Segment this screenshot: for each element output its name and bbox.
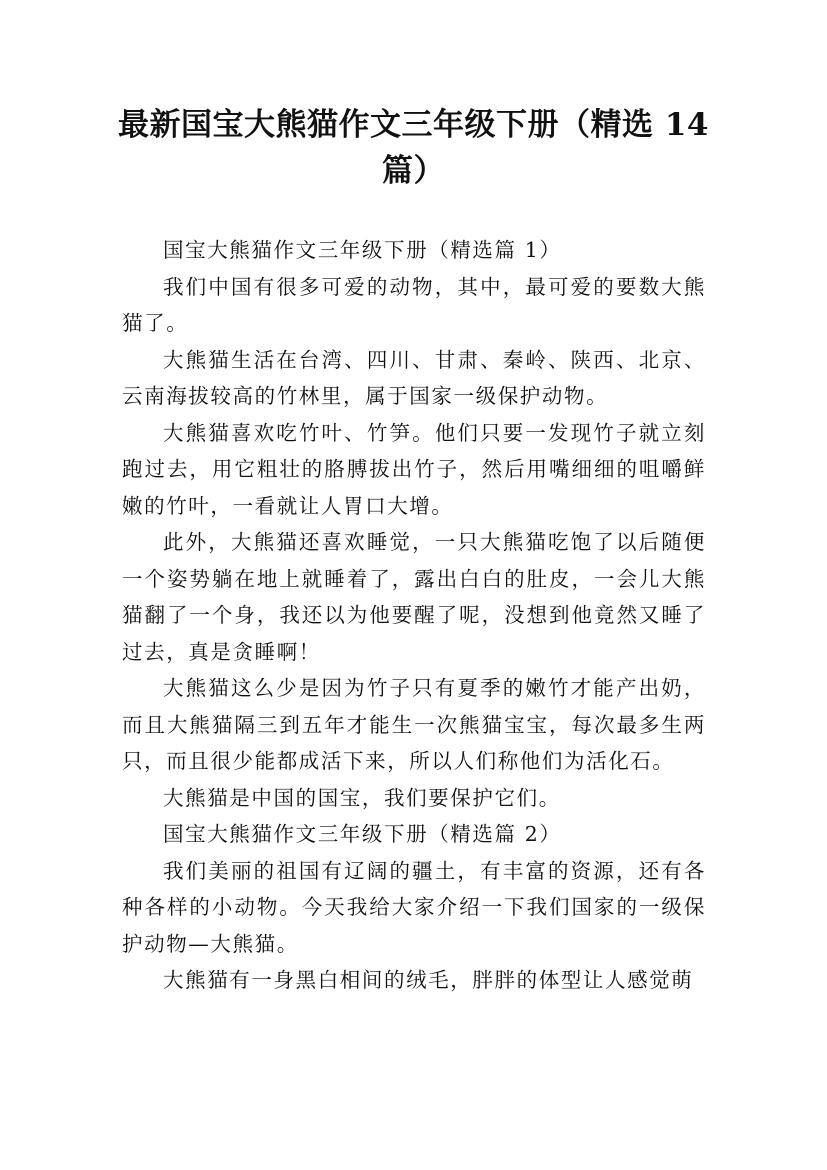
document-title: 最新国宝大熊猫作文三年级下册（精选 14 篇） <box>118 107 709 189</box>
paragraph: 此外，大熊猫还喜欢睡觉，一只大熊猫吃饱了以后随便一个姿势躺在地上就睡着了，露出白白的肚皮，一会儿大熊猫翻了一个身，我还以为他要醒了呢，没想到他竟然又睡了过去，真是贪睡啊！ <box>122 530 706 664</box>
paragraph: 大熊猫是中国的国宝，我们要保护它们。 <box>163 785 561 810</box>
document-body <box>122 232 706 999</box>
paragraph: 我们中国有很多可爱的动物，其中，最可爱的要数大熊猫了。 <box>122 274 706 335</box>
section-heading-2: 国宝大熊猫作文三年级下册（精选篇 2） <box>163 822 562 846</box>
paragraph: 大熊猫有一身黑白相间的绒毛，胖胖的体型让人感觉萌 <box>163 968 694 992</box>
paragraph: 我们美丽的祖国有辽阔的疆土，有丰富的资源，还有各种各样的小动物。今天我给大家介绍一下我们国家的一级保护动物—大熊猫。 <box>122 858 706 956</box>
section-heading-1: 国宝大熊猫作文三年级下册（精选篇 1） <box>163 238 562 262</box>
paragraph: 大熊猫这么少是因为竹子只有夏季的嫩竹才能产出奶，而且大熊猫隔三到五年才能生一次熊猫宝宝，每次最多生两只，而且很少能都成活下来，所以人们称他们为活化石。 <box>122 676 706 773</box>
paragraph: 大熊猫生活在台湾、四川、甘肃、秦岭、陕西、北京、云南海拔较高的竹林里，属于国家一级保护动物。 <box>122 347 706 408</box>
paragraph: 大熊猫喜欢吃竹叶、竹笋。他们只要一发现竹子就立刻跑过去，用它粗壮的胳膊拔出竹子，然后用嘴细细的咀嚼鲜嫩的竹叶，一看就让人胃口大增。 <box>122 420 706 518</box>
